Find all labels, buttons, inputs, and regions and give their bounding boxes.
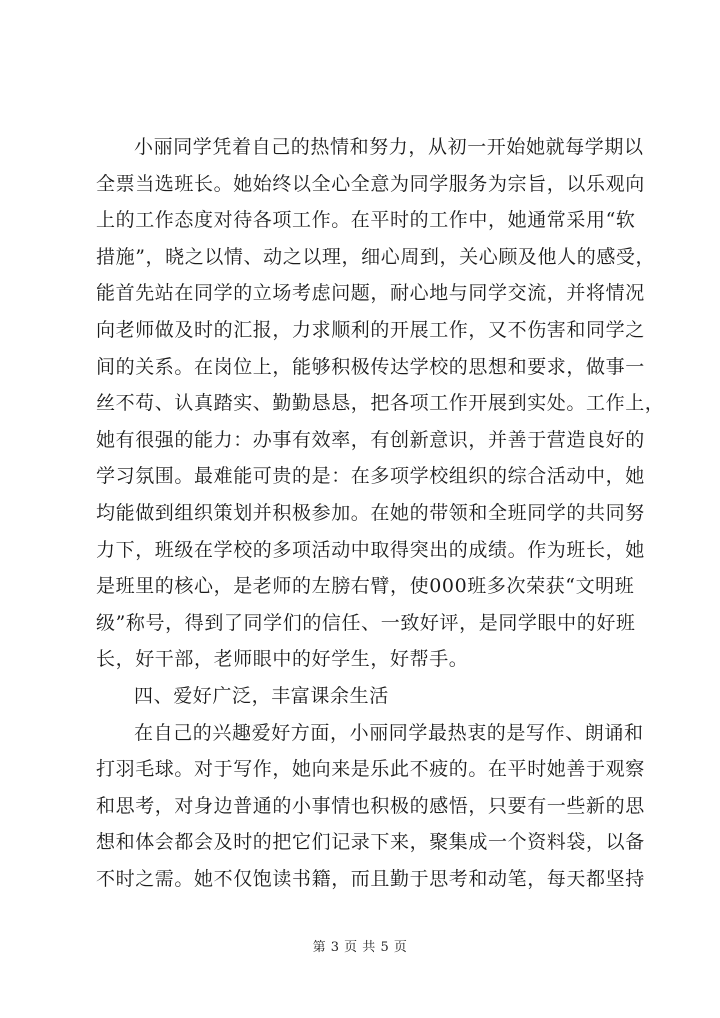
text-line: 不时之需。她不仅饱读书籍，而且勤于思考和动笔，每天都坚持 [96, 867, 645, 890]
page-footer: 第 3 页 共 5 页 [312, 940, 408, 955]
text-line: 学习氛围。最难能可贵的是：在多项学校组织的综合活动中，她 [96, 465, 645, 488]
text-line: 全票当选班长。她始终以全心全意为同学服务为宗旨，以乐观向 [96, 172, 645, 195]
text-line: 向老师做及时的汇报，力求顺利的开展工作，又不伤害和同学之 [96, 318, 645, 341]
text-line: 打羽毛球。对于写作，她向来是乐此不疲的。在平时她善于观察 [96, 758, 645, 781]
text-line: 措施”，晓之以情、动之以理，细心周到，关心顾及他人的感受， [96, 245, 656, 268]
text-line: 和思考，对身边普通的小事情也积极的感悟，只要有一些新的思 [96, 794, 645, 817]
text-line: 她有很强的能力：办事有效率，有创新意识，并善于营造良好的 [96, 428, 645, 451]
text-line: 上的工作态度对待各项工作。在平时的工作中，她通常采用“软 [96, 209, 636, 232]
text-line: 间的关系。在岗位上，能够积极传达学校的思想和要求，做事一 [96, 355, 645, 378]
text-line: 均能做到组织策划并积极参加。在她的带领和全班同学的共同努 [96, 501, 645, 524]
text-line: 丝不苟、认真踏实、勤勤恳恳，把各项工作开展到实处。工作上， [96, 392, 665, 415]
text-line: 长，好干部，老师眼中的好学生，好帮手。 [96, 648, 469, 671]
text-line: 是班里的核心，是老师的左膀右臂，使000班多次荣获“文明班 [96, 575, 635, 598]
section-heading: 四、爱好广泛，丰富课余生活 [134, 684, 389, 707]
text-line: 级”称号，得到了同学们的信任、一致好评，是同学眼中的好班 [96, 611, 636, 634]
text-line: 力下，班级在学校的多项活动中取得突出的成绩。作为班长，她 [96, 538, 645, 561]
text-line: 在自己的兴趣爱好方面，小丽同学最热衷的是写作、朗诵和 [134, 721, 644, 744]
text-line: 想和体会都会及时的把它们记录下来，聚集成一个资料袋，以备 [96, 831, 645, 854]
body-text [96, 129, 665, 897]
text-line: 小丽同学凭着自己的热情和努力，从初一开始她就每学期以 [134, 136, 644, 158]
text-line: 能首先站在同学的立场考虑问题，耐心地与同学交流，并将情况 [96, 282, 645, 305]
